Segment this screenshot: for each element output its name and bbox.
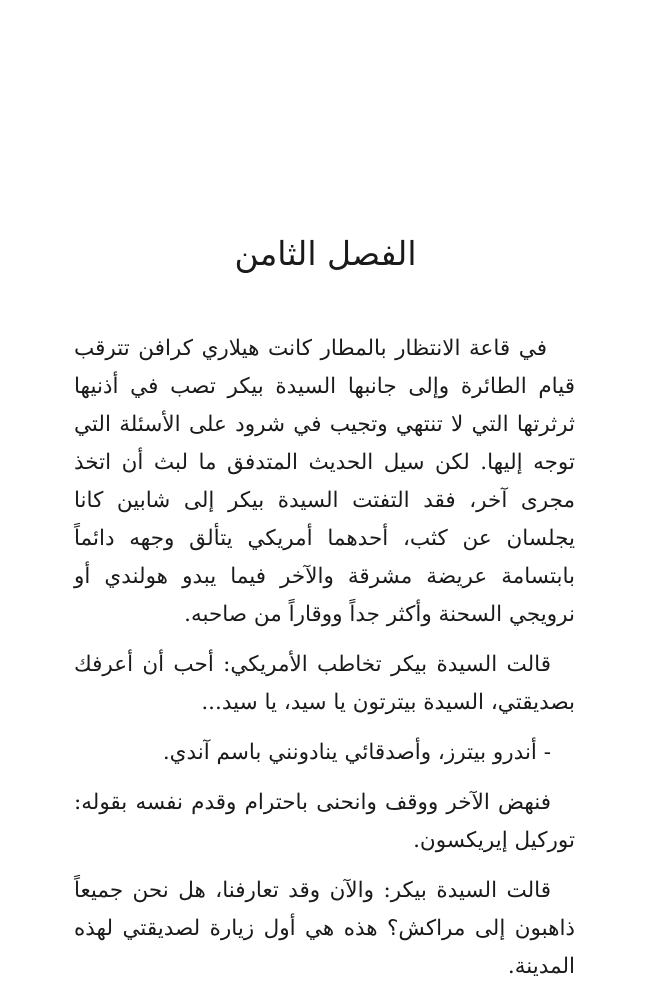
paragraph-airport-lounge: في قاعة الانتظار بالمطار كانت هيلاري كرافن تترقب قيام الطائرة وإلى جانبها السيدة بيكر تصب في أذنيها ثرثرتها التي لا تنتهي وتجيب في شرود على الأسئلة التي توجه إليها. لكن سيل الحديث المتدفق ما لبث أن اتخذ مجرى آخر، فقد التفتت السيدة بيكر إلى شابين كانا يجلسان عن كثب، أحدهما أمريكي يتألق وجهه دائماً بابتسامة عريضة مشرقة والآخر فيما يبدو هولندي أو نرويجي السحنة وأكثر جداً ووقاراً من صاحبه.: [74, 336, 575, 627]
chapter-title: الفصل الثامن: [234, 234, 417, 273]
chapter-body: [74, 330, 575, 998]
paragraph-marrakesh: قالت السيدة بيكر: والآن وقد تعارفنا، هل نحن جميعاً ذاهبون إلى مراكش؟ هذه هي أول زيارة لصديقتي لهذه المدينة.: [74, 878, 575, 979]
paragraph-torquil-ericsson: فنهض الآخر ووقف وانحنى باحترام وقدم نفسه بقوله: توركيل إيريكسون.: [74, 790, 575, 853]
paragraph-introduction: قالت السيدة بيكر تخاطب الأمريكي: أحب أن أعرفك بصديقتي، السيدة بيترتون يا سيد، يا سيد...: [74, 652, 575, 715]
paragraph-andrew-peters: - أندرو بيترز، وأصدقائي ينادونني باسم آندي.: [162, 740, 551, 765]
